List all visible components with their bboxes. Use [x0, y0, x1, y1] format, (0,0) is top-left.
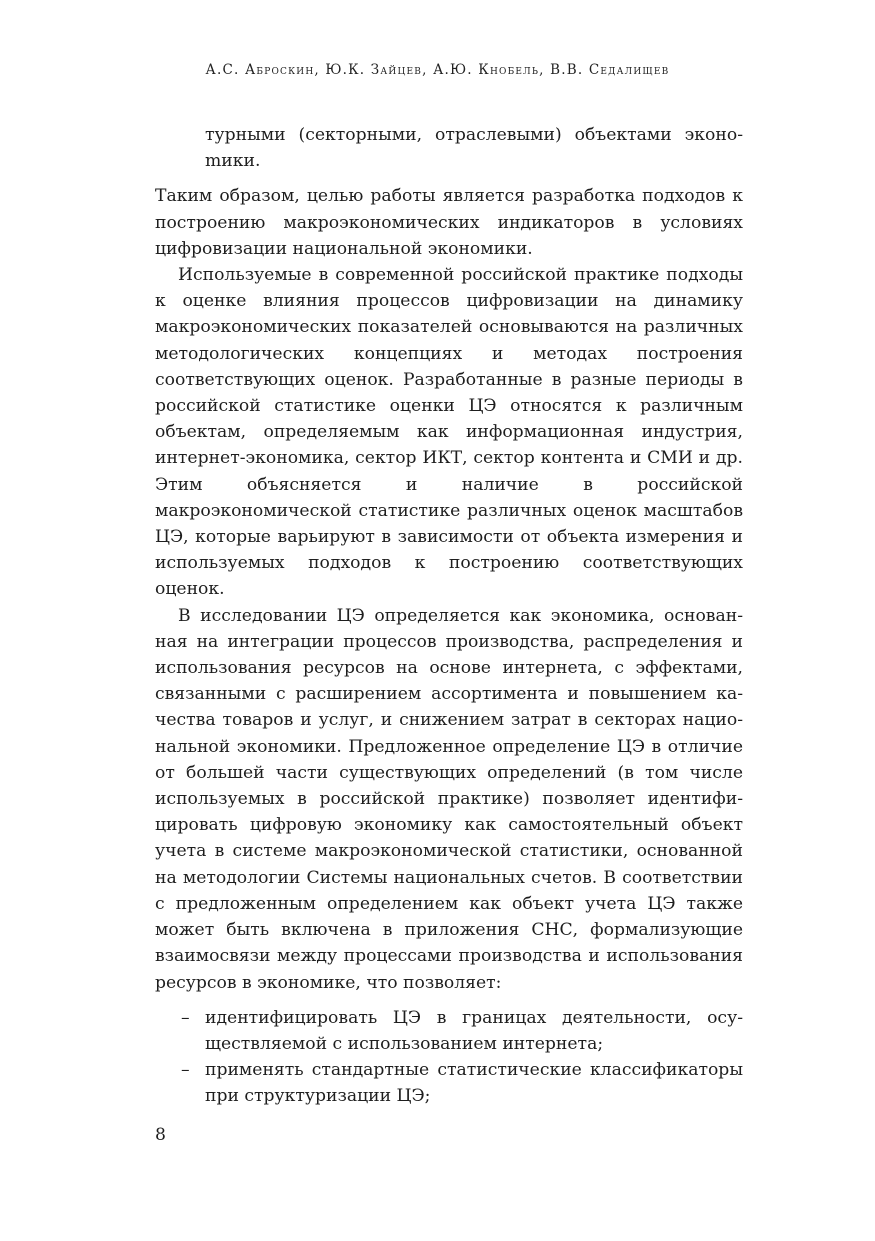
list-item-text: идентифицировать ЦЭ в границах деятельности, осуществляемой с использованием интернета;: [205, 1007, 743, 1054]
paragraph-2: Используемые в современной российской практике подходы к оценке влияния процессов цифровизации на динамику макроэкономических показателей основываются на различных методологических концепциях и методах построения соответствующих оценок. Разработанные в разные периоды в российской статистике оценки ЦЭ относятся к различным объектам, определяемым как информационная индустрия, интернет-экономика, сектор ИКТ, сектор контента и СМИ и др. Этим объясняется и наличие в российской макроэкономической статистике различных оценок масштабов ЦЭ, которые варьируют в зависимости от объекта измерения и используемых подходов к построению соответствующих оценок.: [155, 265, 743, 600]
dash-marker: –: [181, 1007, 190, 1028]
page-number: 8: [155, 1125, 166, 1145]
running-head-authors: А.С. Аброскин, Ю.К. Зайцев, А.Ю. Кнобель, В.В. Седалищев: [205, 62, 670, 78]
bullet-list: [155, 1005, 743, 1110]
list-item: [155, 1005, 743, 1057]
body-text: [155, 122, 743, 1110]
list-item: [155, 1057, 743, 1109]
paragraph-1: Таким образом, целью работы является разработка подходов к построению макроэкономических индикаторов в условиях цифровизации национальной экономики.: [155, 186, 743, 259]
dash-marker: –: [181, 1060, 190, 1081]
paragraph-3: В исследовании ЦЭ определяется как экономика, основанная на интеграции процессов производства, распределения и использования ресурсов на основе интернета, с эффектами, связанными с расширением ассортимента и повышением качества товаров и услуг, и снижением затрат в секторах национальной экономики. Предложенное определение ЦЭ в отличие от большей части существующих определений (в том числе используемых в российской практике) позволяет идентифицировать цифровую экономику как самостоятельный объект учета в системе макроэкономической статистики, основанной на методологии Системы национальных счетов. В соответствии с предложенным определением как объект учета ЦЭ также может быть включена в приложения СНС, формализующие взаимосвязи между процессами производства и использования ресурсов в экономике, что позволяет:: [155, 605, 743, 993]
continued-list-item: турными (секторными, отраслевыми) объектами эконоmики.: [205, 125, 743, 172]
list-item-text: применять стандартные статистические классификаторы при структуризации ЦЭ;: [205, 1060, 743, 1107]
